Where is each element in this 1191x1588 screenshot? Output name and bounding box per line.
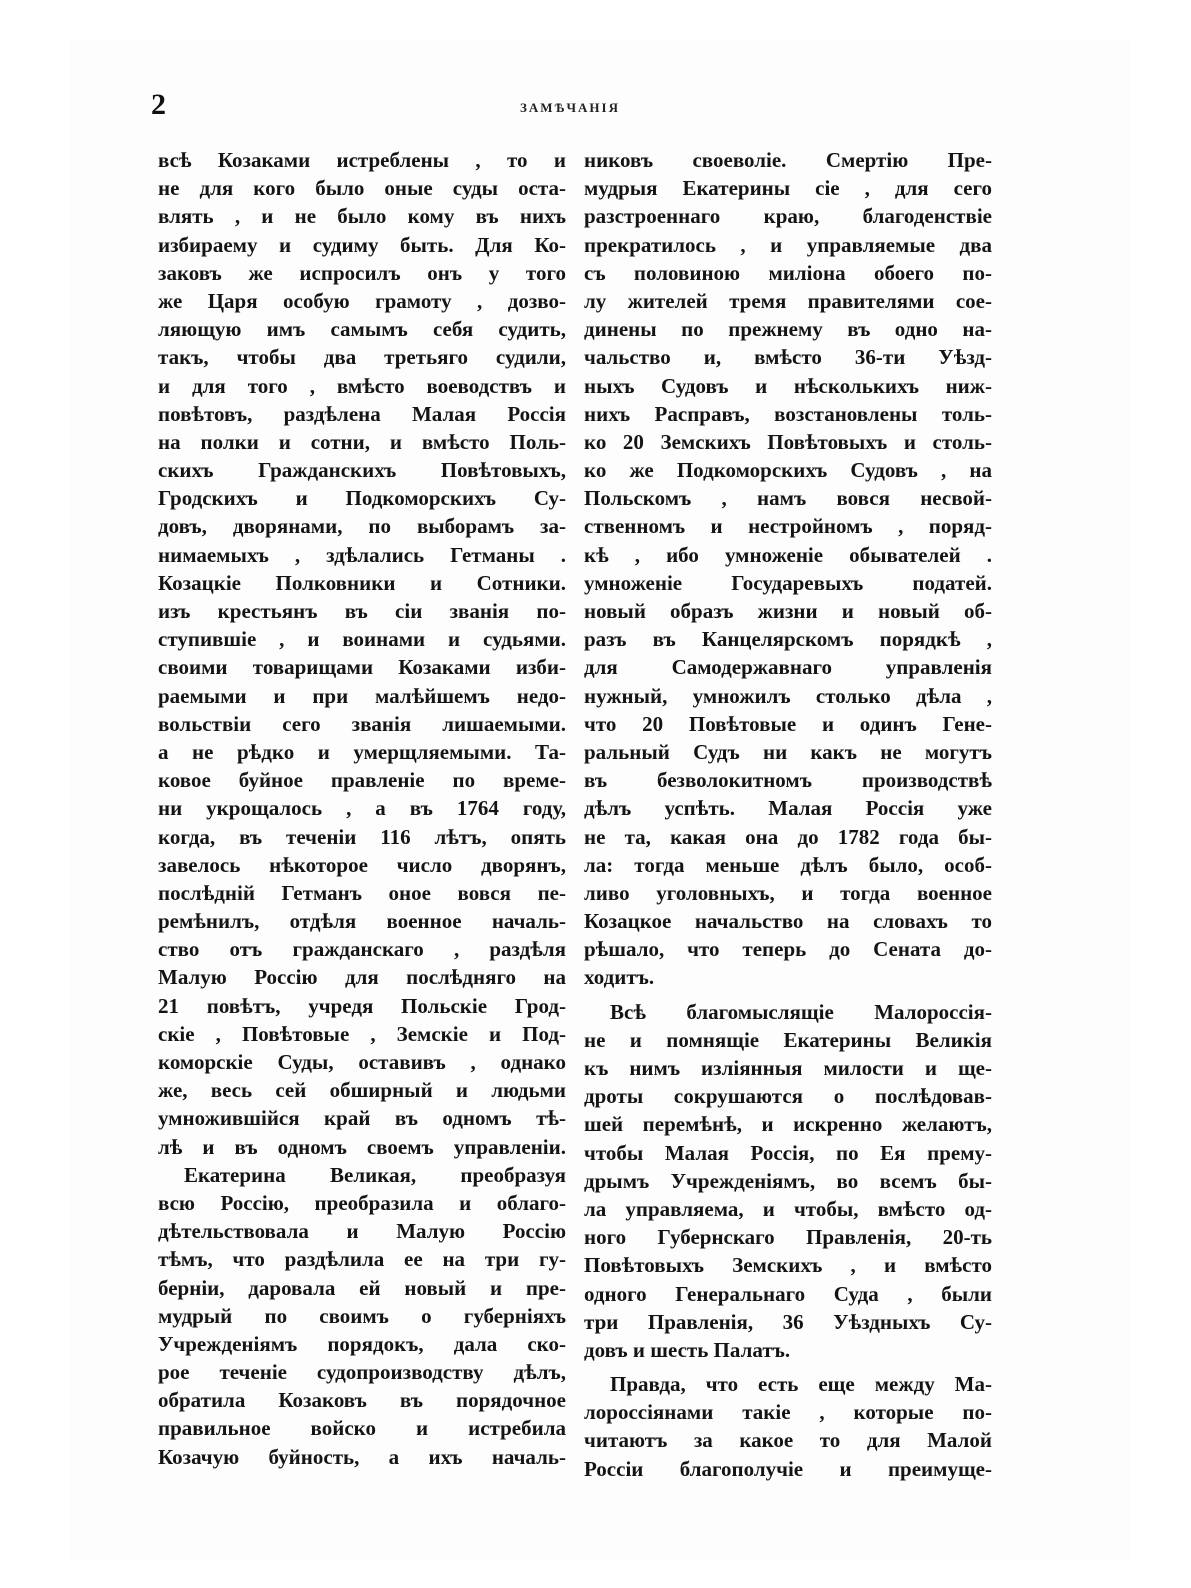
text-line: никовъ своеволіе. Смертію Пре-: [584, 148, 992, 172]
text-line: завелось нѣкоторое число дворянъ,: [158, 852, 566, 877]
text-line: изъ крестьянъ въ сіи званія по-: [158, 599, 566, 623]
text-line: довъ, дворянами, по выборамъ за-: [158, 514, 566, 539]
text-line: нужный, умножилъ столько дѣла ,: [584, 683, 992, 708]
text-line: въ безволокитномъ производствѣ: [584, 768, 992, 793]
text-line: новый образъ жизни и новый об-: [584, 599, 992, 623]
text-line: когда, въ теченіи 116 лѣтъ, опять: [158, 824, 566, 849]
text-line: на полки и сотни, и вмѣсто Поль-: [158, 429, 566, 454]
text-line: такъ, чтобы два третьяго судили,: [158, 345, 566, 370]
text-line: Россіи благополучіе и преимуще-: [584, 1456, 992, 1481]
text-line: умноженіе Государевыхъ податей.: [584, 570, 992, 595]
text-line: къ нимъ изліянныя милости и ще-: [584, 1056, 992, 1080]
text-line: ступившіе , и воинами и судьями.: [158, 627, 566, 652]
text-line: не та, какая она до 1782 года бы-: [584, 824, 992, 849]
text-line: тѣмъ, что раздѣлила ее на три гу-: [158, 1247, 566, 1272]
text-line: ковое буйное правленіе по време-: [158, 768, 566, 793]
text-line: ремѣнилъ, отдѣля военное началь-: [158, 909, 566, 934]
text-line: съ половиною миліона обоего по-: [584, 260, 992, 285]
text-line: шей перемѣнѣ, и искренно желаютъ,: [584, 1112, 992, 1137]
running-title: ЗАМѢЧАНІЯ: [520, 100, 620, 115]
text-line: одного Генеральнаго Суда , были: [584, 1281, 992, 1306]
text-column-right: [584, 146, 992, 1483]
text-line: что 20 Повѣтовые и одинъ Гене-: [584, 711, 992, 736]
text-line: ляющую имъ самымъ себя судить,: [158, 317, 566, 342]
text-line: ни укрощалось , а въ 1764 году,: [158, 796, 566, 821]
text-line: и для того , вмѣсто воеводствъ и: [158, 373, 566, 398]
text-line: всѣ Козаками истреблены , то и: [158, 148, 566, 172]
text-line: ственномъ и нестройномъ , поряд-: [584, 514, 992, 539]
page-number: 2: [151, 88, 166, 121]
text-column-left: [158, 146, 566, 1471]
text-line: ла управляема, и чтобы, вмѣсто од-: [584, 1196, 992, 1221]
text-line: рое теченіе судопроизводству дѣлъ,: [158, 1360, 566, 1385]
text-line: чтобы Малая Россія, по Ея прему-: [584, 1140, 992, 1165]
text-line: разъ въ Канцелярскомъ порядкѣ ,: [584, 627, 992, 652]
text-line: обратила Козаковъ въ порядочное: [158, 1388, 566, 1413]
text-line: же Царя особую грамоту , дозво-: [158, 288, 566, 313]
text-line: дѣтельствовала и Малую Россію: [158, 1219, 566, 1244]
text-line: дрымъ Учрежденіямъ, во всемъ бы-: [584, 1168, 992, 1193]
text-line: ныхъ Судовъ и нѣсколькихъ ниж-: [584, 373, 992, 398]
text-line: избираему и судиму быть. Для Ко-: [158, 232, 566, 257]
text-line: заковъ же испросилъ онъ у того: [158, 260, 566, 285]
text-line: Екатерина Великая, преобразуя: [184, 1162, 566, 1187]
text-line: ство отъ гражданскаго , раздѣля: [158, 937, 566, 962]
text-line: дроты сокрушаются о послѣдовав-: [584, 1084, 992, 1109]
text-line: чальство и, вмѣсто 36-ти Уѣзд-: [584, 345, 992, 370]
text-line: прекратилось , и управляемые два: [584, 232, 992, 257]
text-line: ла: тогда меньше дѣлъ было, особ-: [584, 852, 992, 877]
text-line: не для кого было оные суды оста-: [158, 176, 566, 201]
text-line: динены по прежнему въ одно на-: [584, 317, 992, 342]
text-line: рѣшало, что теперь до Сената до-: [584, 937, 992, 962]
text-line: ко 20 Земскихъ Повѣтовыхъ и столь-: [584, 429, 992, 454]
text-line: довъ и шесть Палатъ.: [584, 1337, 791, 1362]
text-line: Козацкое начальство на словахъ то: [584, 909, 992, 934]
text-line: Гродскихъ и Подкоморскихъ Су-: [158, 486, 566, 511]
text-line: Малую Россію для послѣдняго на: [158, 965, 566, 990]
text-line: Повѣтовыхъ Земскихъ , и вмѣсто: [584, 1253, 992, 1278]
text-line: ного Губернскаго Правленія, 20-ть: [584, 1225, 992, 1250]
text-line: а не рѣдко и умерщляемыми. Та-: [158, 739, 566, 764]
text-line: умножившійся край въ одномъ тѣ-: [158, 1106, 566, 1131]
text-line: скихъ Гражданскихъ Повѣтовыхъ,: [158, 458, 566, 483]
text-line: коморскіе Суды, оставивъ , однако: [158, 1050, 566, 1074]
text-line: послѣдній Гетманъ оное вовся пе-: [158, 880, 566, 905]
text-line: мудрый по своимъ о губерніяхъ: [158, 1303, 566, 1328]
text-line: вольствіи сего званія лишаемыми.: [158, 711, 566, 736]
text-line: Правда, что есть еще между Ма-: [610, 1372, 992, 1397]
text-line: ко же Подкоморскихъ Судовъ , на: [584, 458, 992, 483]
text-line: кѣ , ибо умноженіе обывателей .: [584, 542, 992, 567]
text-line: ходитъ.: [584, 965, 655, 990]
text-line: лороссіянами такіе , которые по-: [584, 1400, 992, 1425]
text-line: нихъ Расправъ, возстановлены толь-: [584, 401, 992, 426]
text-line: Польскомъ , намъ вовся несвой-: [584, 486, 992, 511]
text-line: своими товарищами Козаками изби-: [158, 655, 566, 680]
text-line: ливо уголовныхъ, и тогда военное: [584, 880, 992, 905]
text-line: ральный Судъ ни какъ не могутъ: [584, 739, 992, 764]
text-line: правильное войско и истребила: [158, 1416, 566, 1441]
text-line: разстроеннаго краю, благоденствіе: [584, 204, 992, 229]
text-line: не и помнящіе Екатерины Великія: [584, 1027, 992, 1052]
text-line: берніи, даровала ей новый и пре-: [158, 1275, 566, 1300]
text-line: лу жителей тремя правителями сое-: [584, 288, 992, 313]
text-line: же, весь сей обширный и людьми: [158, 1078, 566, 1103]
text-line: для Самодержавнаго управленія: [584, 655, 992, 680]
text-line: нимаемыхъ , здѣлались Гетманы .: [158, 542, 566, 567]
text-line: повѣтовъ, раздѣлена Малая Россія: [158, 401, 566, 426]
text-line: Козачую буйность, а ихъ началь-: [158, 1444, 566, 1469]
text-line: лѣ и въ одномъ своемъ управленіи.: [158, 1134, 566, 1159]
text-line: читаютъ за какое то для Малой: [584, 1428, 992, 1453]
text-line: всю Россію, преобразила и облаго-: [158, 1190, 566, 1215]
text-line: Всѣ благомыслящіе Малороссія-: [610, 999, 992, 1024]
text-line: скіе , Повѣтовые , Земскіе и Под-: [158, 1021, 566, 1046]
text-line: 21 повѣтъ, учредя Польскіе Грод-: [158, 993, 566, 1018]
text-line: влять , и не было кому въ нихъ: [158, 204, 566, 229]
text-line: мудрыя Екатерины сіе , для сего: [584, 176, 992, 201]
text-line: три Правленія, 36 Уѣздныхъ Су-: [584, 1309, 992, 1334]
text-line: дѣлъ успѣть. Малая Россія уже: [584, 796, 992, 821]
text-line: Учрежденіямъ порядокъ, дала ско-: [158, 1331, 566, 1356]
text-line: раемыми и при малѣйшемъ недо-: [158, 683, 566, 708]
text-line: Козацкіе Полковники и Сотники.: [158, 570, 566, 595]
